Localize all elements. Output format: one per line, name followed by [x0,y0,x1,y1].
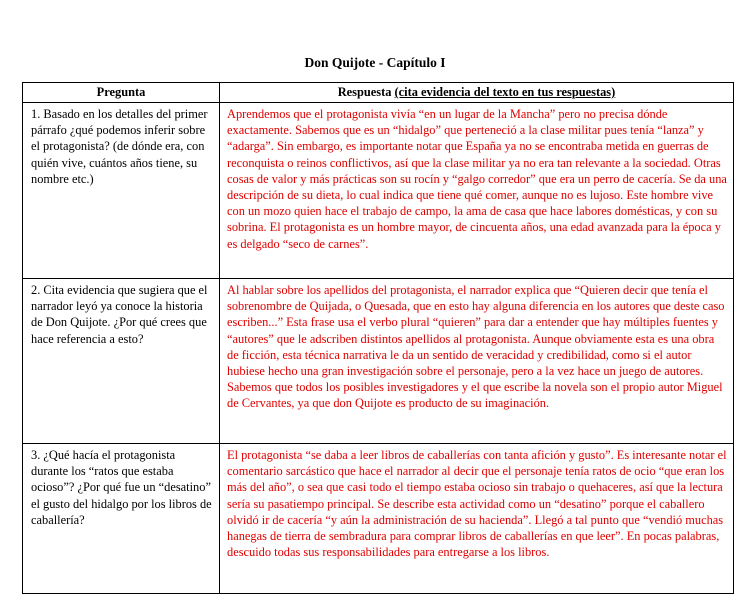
header-answer-note: (cita evidencia del texto en tus respuestas) [394,85,616,99]
question-answer-table [22,82,734,594]
question-cell: 3. ¿Qué hacía el protagonista durante los “ratos que estaba ocioso”? ¿Por qué fue un “desatino” el gusto del hidalgo por los libros de caballería? [23,444,220,594]
header-answer-label: Respuesta [337,85,392,99]
document-title: Don Quijote - Capítulo I [304,55,446,70]
answer-cell: El protagonista “se daba a leer libros de caballerías con tanta afición y gusto”. Es interesante notar el comentario sarcástico que hace el narrador al decir que el personaje tenía ratos de ocio “que eran los más del año”, o sea que casi todo el tiempo estaba ocioso sin trabajo o quehaceres, así que la lectura sería su pasatiempo principal. Se describe esta actividad como un “desatino” porque el caballero olvidó ir de cacería “y aún la administración de su hacienda”. Llegó a tal punto que “vendió muchas hanegas de tierra de sembradura para comprar libros de caballerías en que leer”. En pocas palabras, descuido todas sus responsabilidades para entregarse a los libros. [220,444,734,594]
question-cell: 1. Basado en los detalles del primer párrafo ¿qué podemos inferir sobre el protagonista? (de dónde era, con quién vive, cuántos años tiene, su nombre etc.) [23,103,220,279]
table-row [23,103,734,279]
table-row [23,444,734,594]
header-question: Pregunta [23,83,220,103]
header-answer [220,83,734,103]
answer-cell: Al hablar sobre los apellidos del protagonista, el narrador explica que “Quieren decir que tenía el sobrenombre de Quijada, o Quesada, que en esto hay alguna diferencia en los autores que deste caso escriben...” Esta frase usa el verbo plural “quieren” para dar a entender que hay múltiples fuentes y “autores” que le adscriben distintos apellidos al protagonista. Aunque obviamente esta es una obra de ficción, esta técnica narrativa le da un sentido de veracidad y credibilidad, como si el autor hubiese hecho una gran investigación sobre el personaje, pero a la vez hace un juego de autores. Sabemos que todos los posibles investigadores y el que escribe la novela son el propio autor Miguel de Cervantes, ya que don Quijote es producto de su imaginación. [220,279,734,444]
answer-cell: Aprendemos que el protagonista vivía “en un lugar de la Mancha” pero no precisa dónde exactamente. Sabemos que es un “hidalgo” que perteneció a la clase militar pues tenía “lanza” y “adarga”. Sin embargo, es importante notar que España ya no se encontraba metida en guerras de reconquista o reinos conflictivos, así que la clase militar ya no era tan relevante a la sociedad. Otras cosas de valor y más prácticas son su rocín y “galgo corredor” que era un perro de cacería. Se da una descripción de su dieta, lo cual indica que tiene qué comer, aunque no es lujoso. Este hombre vive con un mozo quien hace el trabajo de campo, la ama de casa que hace labores domésticas, y con su sobrina. El protagonista es un hombre mayor, de cincuenta años, una edad avanzada para la época y es delgado “seco de carnes”. [220,103,734,279]
table-header-row [23,83,734,103]
question-cell: 2. Cita evidencia que sugiera que el narrador leyó ya conoce la historia de Don Quijote. ¿Por qué crees que hace referencia a esto? [23,279,220,444]
table-row [23,279,734,444]
